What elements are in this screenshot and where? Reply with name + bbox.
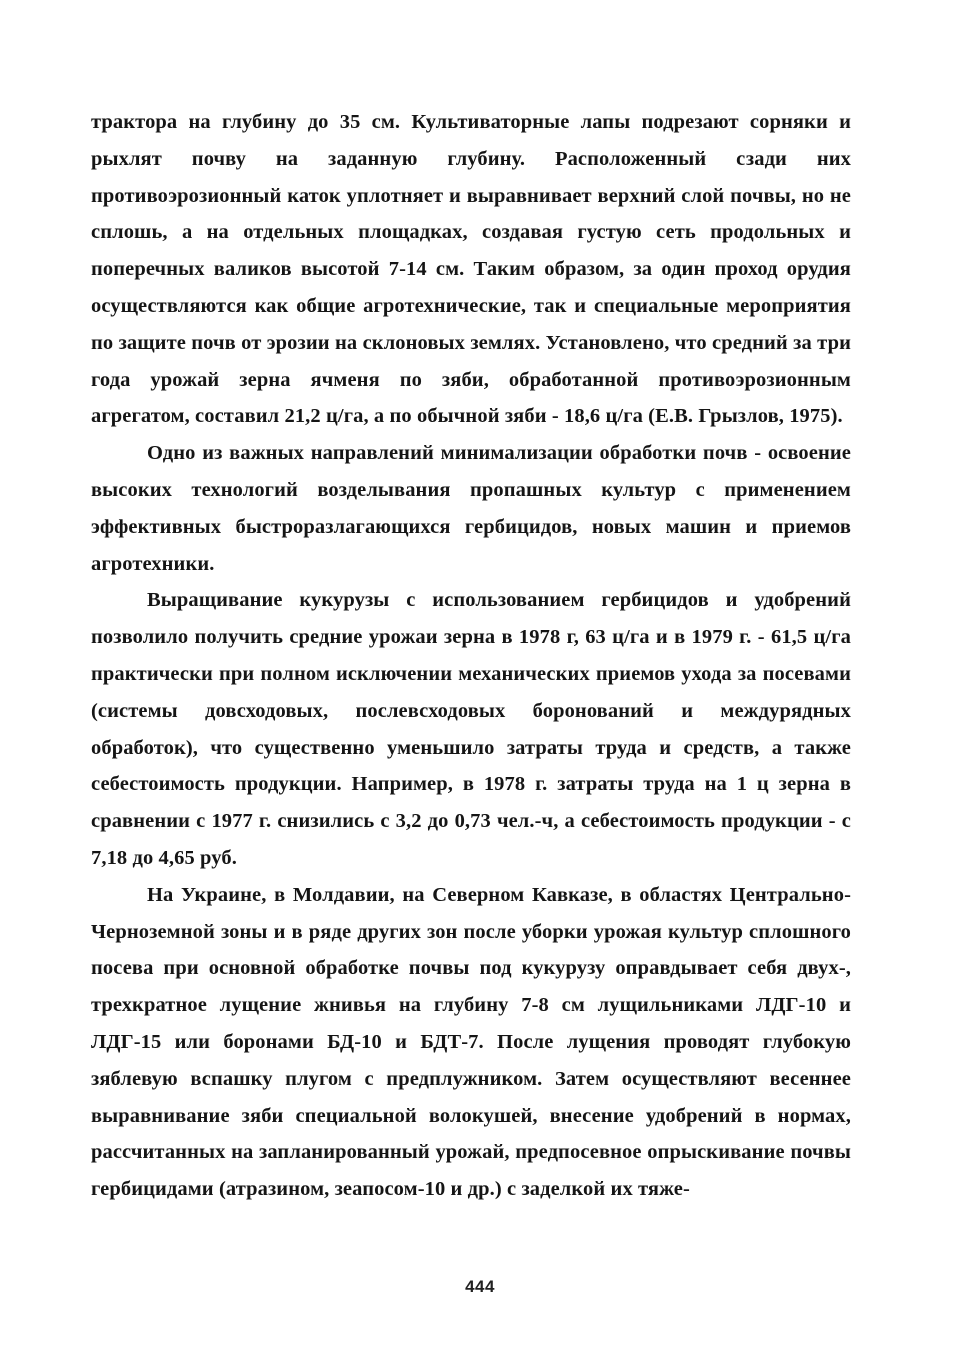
paragraph-continued: трактора на глубину до 35 см. Культиваторные лапы подрезают сорняки и рыхлят почву на заданную глубину. Расположенный сзади них противоэрозионный каток уплотняет и выравнивает верхний слой почвы, но не сплошь, а на отдельных площадках, создавая густую сеть продольных и поперечных валиков высотой 7-14 см. Таким образом, за один проход орудия осуществляются как общие агротехнические, так и специальные мероприятия по защите почв от эрозии на склоновых землях. Установлено, что средний за три года урожай зерна ячменя по зяби, обработанной противоэрозионным агрегатом, составил 21,2 ц/га, а по обычной зяби - 18,6 ц/га (Е.В. Грызлов, 1975). — [91, 111, 851, 428]
paragraph-minimization: Одно из важных направлений минимализации обработки почв - освоение высоких технологий возделывания пропашных культур с применением эффективных быстроразлагающихся гербицидов, новых машин и приемов агротехники. — [91, 442, 851, 575]
paragraph-regions: На Украине, в Молдавии, на Северном Кавказе, в областях Центрально-Черноземной зоны и в ряде других зон после уборки урожая культур сплошного посева при основной обработке почвы под кукурузу оправдывает себя двух-, трехкратное лущение жнивья на глубину 7-8 см лущильниками ЛДГ-10 и ЛДГ-15 или боронами БД-10 и БДТ-7. После лущения проводят глубокую зяблевую вспашку плугом с предплужником. Затем осуществляют весеннее выравнивание зяби специальной волокушей, внесение удобрений в нормах, рассчитанных на запланированный урожай, предпосевное опрыскивание почвы гербицидами (атразином, зеапосом-10 и др.) с заделкой их тяже- — [91, 883, 851, 1201]
body-text — [91, 104, 851, 1208]
page-number: 444 — [465, 1277, 495, 1296]
paragraph-corn-herbicides: Выращивание кукурузы с использованием гербицидов и удобрений позволило получить средние урожаи зерна в 1978 г, 63 ц/га и в 1979 г. - 61,5 ц/га практически при полном исключении механических приемов ухода за посевами (системы довсходовых, послевсходовых боронований и междурядных обработок), что существенно уменьшило затраты труда и средств, а также себестоимость продукции. Например, в 1978 г. затраты труда на 1 ц зерна в сравнении с 1977 г. снизились с 3,2 до 0,73 чел.-ч, а себестоимость продукции - с 7,18 до 4,65 руб. — [91, 589, 851, 869]
